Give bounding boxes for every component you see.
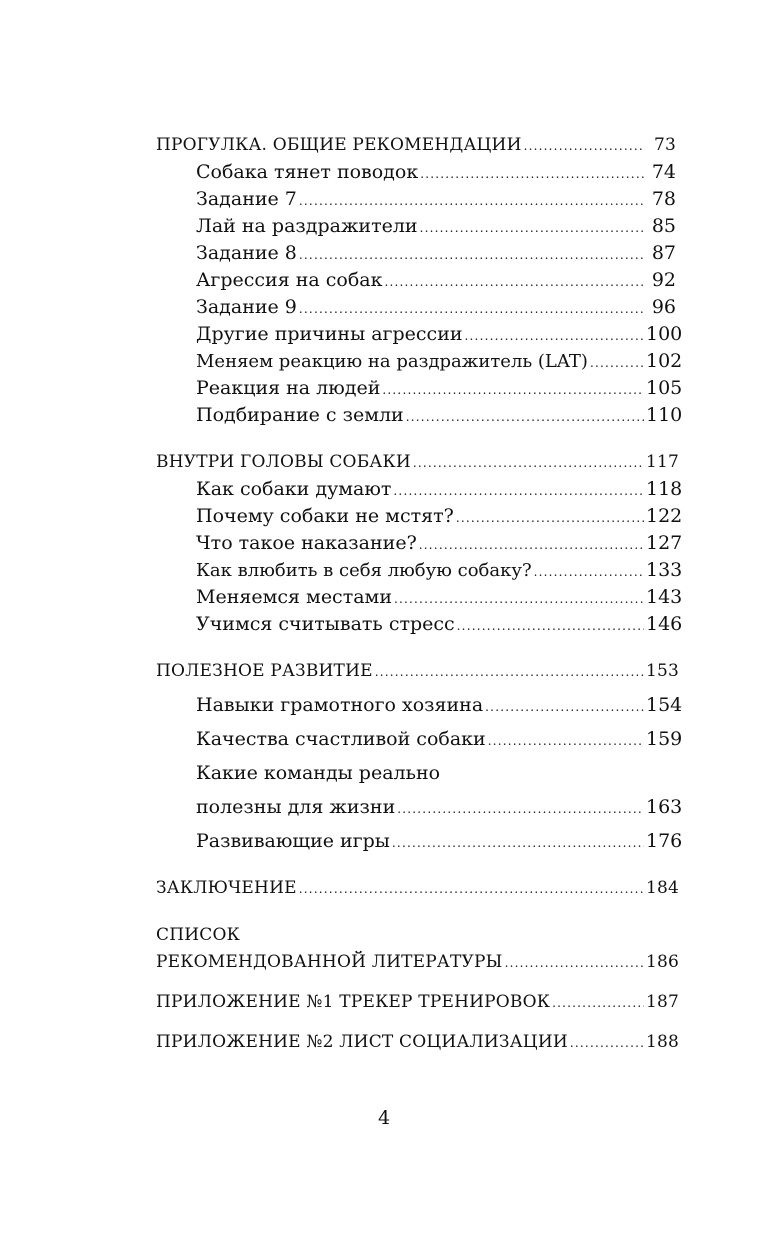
- toc-entry: [156, 267, 676, 294]
- toc-title: Учимся считывать стресс: [196, 613, 455, 635]
- toc-page: 159: [646, 728, 683, 750]
- toc-page: 105: [646, 377, 683, 399]
- toc-heading-literature: [156, 949, 680, 976]
- toc-entry: [156, 159, 676, 186]
- toc-title: ЗАКЛЮЧЕНИЕ: [156, 878, 297, 898]
- toc-page: 176: [646, 830, 683, 852]
- dot-leader: [393, 478, 644, 505]
- toc-title: Подбирание с земли: [196, 404, 404, 426]
- toc-entry: [156, 321, 683, 348]
- toc-title: Какие команды реально: [196, 762, 441, 784]
- toc-title: Как влюбить в себя любую собаку?: [196, 560, 532, 581]
- toc-page: 187: [646, 992, 680, 1012]
- toc-page: 184: [646, 878, 680, 898]
- toc-title: ПРИЛОЖЕНИЕ №2 ЛИСТ СОЦИАЛИЗАЦИИ: [156, 1032, 568, 1052]
- toc-title: Меняемся местами: [196, 586, 392, 608]
- toc-title: ПРОГУЛКА. ОБЩИЕ РЕКОМЕНДАЦИИ: [156, 135, 522, 155]
- toc-page: 143: [646, 586, 683, 608]
- toc-entry: [156, 530, 683, 557]
- toc-page: 78: [651, 188, 676, 210]
- dot-leader: [394, 586, 644, 613]
- toc-heading-appendix-2: [156, 1029, 680, 1056]
- dot-leader: [456, 505, 644, 532]
- dot-leader: [382, 377, 644, 404]
- dot-leader: [505, 950, 644, 977]
- toc-page: 117: [646, 452, 680, 472]
- toc-title: Реакция на людей: [196, 377, 381, 399]
- toc-page: 154: [646, 694, 683, 716]
- dot-leader: [413, 450, 644, 477]
- dot-leader: [524, 133, 644, 160]
- toc-page: 127: [646, 532, 683, 554]
- dot-leader: [534, 559, 644, 586]
- toc-title: Собака тянет поводок: [196, 161, 419, 183]
- toc-entry: [156, 828, 683, 855]
- dot-leader: [420, 161, 644, 188]
- toc-entry: [156, 557, 683, 584]
- toc-entry: [156, 476, 683, 503]
- dot-leader: [590, 350, 644, 377]
- dot-leader: [419, 532, 644, 559]
- dot-leader: [485, 694, 644, 721]
- table-of-contents: [156, 132, 683, 1056]
- toc-title: Почему собаки не мстят?: [196, 505, 454, 527]
- toc-entry: [156, 348, 683, 375]
- dot-leader: [488, 728, 644, 755]
- toc-page: 122: [646, 505, 683, 527]
- dot-leader: [570, 1030, 644, 1057]
- toc-title: СПИСОК: [156, 925, 240, 945]
- toc-entry: [156, 584, 683, 611]
- toc-page: 163: [646, 796, 683, 818]
- toc-entry: [156, 726, 683, 753]
- toc-heading-literature-line1: [156, 922, 676, 949]
- toc-title: РЕКОМЕНДОВАННОЙ ЛИТЕРАТУРЫ: [156, 952, 503, 972]
- toc-page: 133: [646, 559, 683, 581]
- toc-page: 73: [653, 135, 676, 155]
- toc-entry: [156, 375, 683, 402]
- toc-entry: [156, 240, 676, 267]
- toc-title: ВНУТРИ ГОЛОВЫ СОБАКИ: [156, 452, 411, 472]
- toc-entry: [156, 503, 683, 530]
- page-number: 4: [377, 1107, 391, 1129]
- toc-page: 110: [646, 404, 683, 426]
- toc-title: Навыки грамотного хозяина: [196, 694, 484, 716]
- toc-title: Задание 8: [196, 242, 297, 264]
- toc-entry: [156, 294, 676, 321]
- toc-page: 146: [646, 613, 683, 635]
- dot-leader: [299, 188, 644, 215]
- toc-heading-useful-development: [156, 658, 680, 685]
- toc-entry: [156, 402, 683, 429]
- toc-title: Лай на раздражители: [196, 215, 418, 237]
- toc-page: 118: [646, 478, 683, 500]
- toc-title: ПРИЛОЖЕНИЕ №1 ТРЕКЕР ТРЕНИРОВОК: [156, 992, 551, 1012]
- dot-leader: [397, 796, 644, 823]
- toc-page: 186: [646, 952, 680, 972]
- dot-leader: [384, 269, 644, 296]
- dot-leader: [457, 613, 644, 640]
- dot-leader: [420, 215, 644, 242]
- toc-page: 102: [646, 350, 683, 372]
- toc-title: Агрессия на собак: [196, 269, 383, 291]
- toc-entry-line1: [156, 760, 676, 787]
- dot-leader: [299, 876, 644, 903]
- toc-heading-walk: [156, 132, 676, 159]
- toc-title: полезны для жизни: [196, 796, 396, 818]
- toc-entry: [156, 794, 683, 821]
- toc-page: 100: [646, 323, 683, 345]
- toc-title: Задание 9: [196, 296, 297, 318]
- dot-leader: [375, 659, 644, 686]
- toc-page: 92: [651, 269, 676, 291]
- toc-entry: [156, 611, 683, 638]
- toc-title: Качества счастливой собаки: [196, 728, 486, 750]
- toc-page: 87: [651, 242, 676, 264]
- toc-page: 153: [646, 661, 680, 681]
- toc-title: Развивающие игры: [196, 830, 390, 852]
- toc-title: ПОЛЕЗНОЕ РАЗВИТИЕ: [156, 661, 373, 681]
- toc-entry: [156, 186, 676, 213]
- dot-leader: [392, 830, 644, 857]
- toc-title: Задание 7: [196, 188, 297, 210]
- toc-title: Как собаки думают: [196, 478, 392, 500]
- dot-leader: [406, 404, 644, 431]
- toc-entry: [156, 692, 683, 719]
- toc-heading-appendix-1: [156, 989, 680, 1016]
- toc-entry: [156, 213, 676, 240]
- dot-leader: [299, 242, 644, 269]
- toc-page: 96: [651, 296, 676, 318]
- toc-title: Другие причины агрессии: [196, 323, 463, 345]
- toc-heading-inside-head: [156, 449, 680, 476]
- toc-page: 74: [651, 161, 676, 183]
- dot-leader: [465, 323, 644, 350]
- toc-page: 85: [651, 215, 676, 237]
- dot-leader: [552, 990, 644, 1017]
- toc-heading-conclusion: [156, 875, 680, 902]
- toc-page: 188: [646, 1032, 680, 1052]
- toc-title: Меняем реакцию на раздражитель (LAT): [196, 351, 588, 372]
- dot-leader: [299, 296, 644, 323]
- toc-title: Что такое наказание?: [196, 532, 417, 554]
